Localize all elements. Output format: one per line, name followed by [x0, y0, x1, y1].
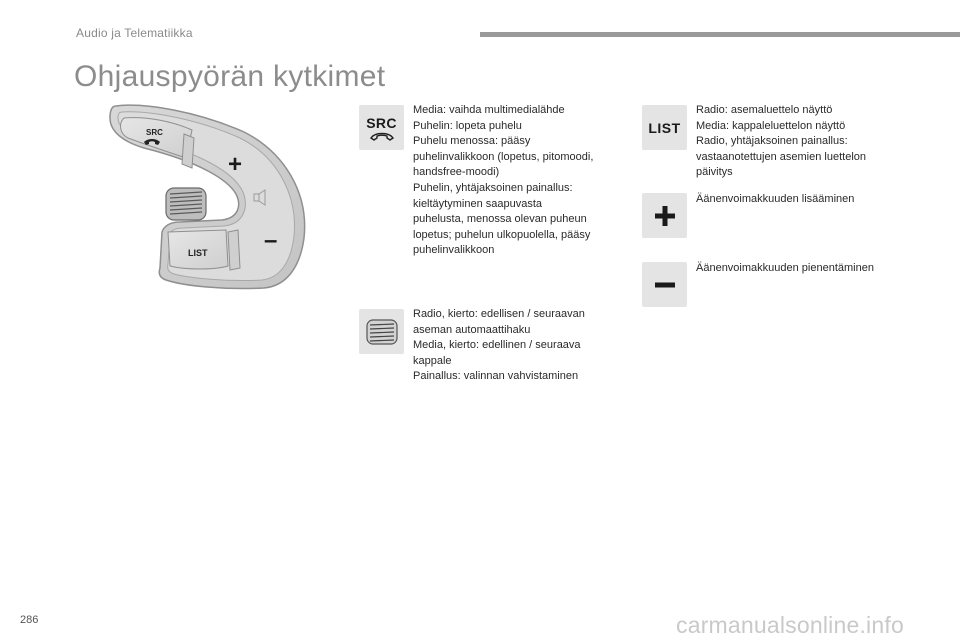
plus-icon: [653, 204, 677, 228]
page-number: 286: [20, 614, 39, 626]
thumbwheel-icon: [166, 188, 206, 220]
list-description: Radio: asemaluettelo näyttö Media: kappaleluettelon näyttö Radio, yhtäjaksoinen painallus: vastaanotettujen asemien luettelon päivitys: [696, 104, 867, 179]
minus-description: Äänenvoimakkuuden pienentäminen: [696, 262, 874, 274]
page-title: Ohjauspyörän kytkimet: [74, 60, 386, 93]
src-icon-label: SRC: [366, 114, 397, 131]
src-icon-box: [359, 105, 404, 150]
src-button-label: SRC: [146, 128, 163, 137]
watermark: carmanualsonline.info: [676, 612, 904, 638]
volume-plus-symbol: +: [228, 151, 243, 178]
list-icon-label: LIST: [648, 119, 681, 136]
list-icon-box: [642, 105, 687, 150]
header-divider: [480, 32, 960, 37]
steering-wheel-switch-illustration: [104, 98, 314, 293]
src-description: Media: vaihda multimedialähde Puhelin: lopeta puhelu Puhelu menossa: pääsy puhelinvalikkoon (lopetus, pitomoodi, handsfree-moodi) Puhelin, yhtäjaksoinen painallus: kieltäytyminen saapuvasta puhelusta, menossa olevan puheun lopetus; puhelun ulkopuolella, pääsy puhelinvalikkoon: [413, 104, 594, 257]
phone-hangup-icon: [369, 131, 395, 141]
minus-icon-box: [642, 262, 687, 307]
minus-icon: [653, 273, 677, 297]
volume-minus-symbol: –: [264, 227, 278, 254]
plus-icon-box: [642, 193, 687, 238]
section-title: Audio ja Telematiikka: [76, 26, 193, 40]
thumbwheel-description: Radio, kierto: edellisen / seuraavan aseman automaattihaku Media, kierto: edellinen / seuraava kappale Painallus: valinnan vahvistaminen: [413, 308, 585, 383]
plus-description: Äänenvoimakkuuden lisääminen: [696, 193, 855, 205]
list-button-label: LIST: [188, 248, 208, 258]
thumbwheel-icon: [366, 319, 398, 345]
thumbwheel-icon-box: [359, 309, 404, 354]
